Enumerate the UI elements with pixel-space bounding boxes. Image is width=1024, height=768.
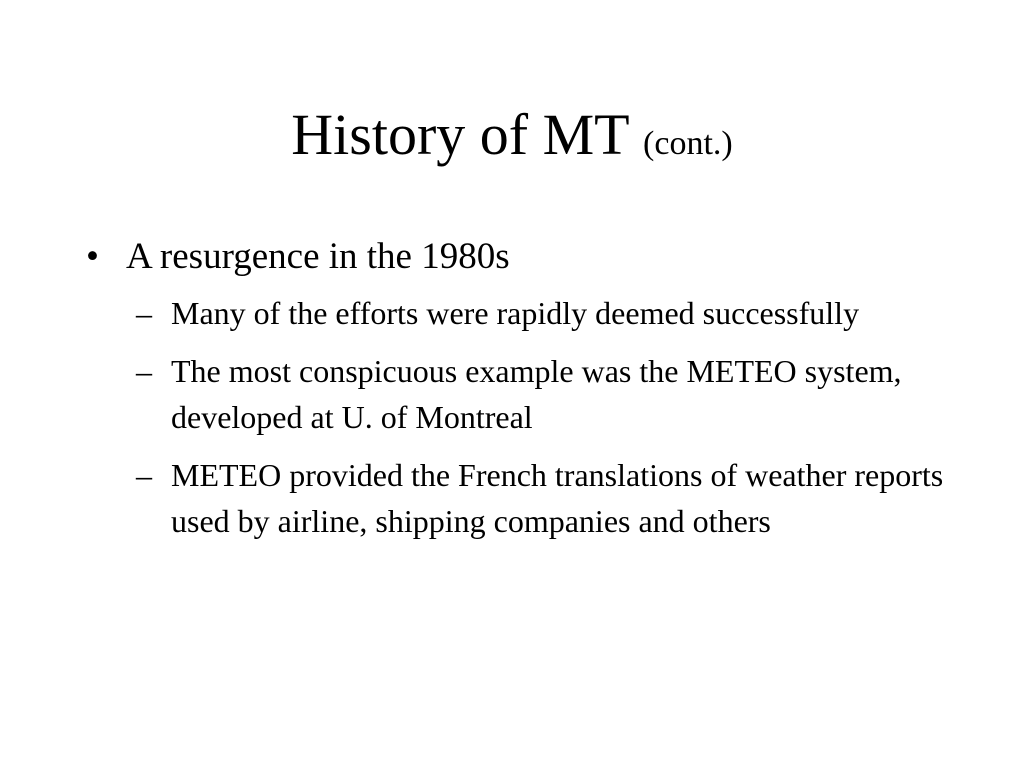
slide-title bbox=[0, 100, 1024, 179]
dash-marker: – bbox=[136, 295, 152, 331]
slide-content bbox=[86, 234, 946, 556]
title-suffix: (cont.) bbox=[643, 125, 733, 162]
sub-bullet-item bbox=[136, 290, 946, 336]
sub-bullet-item bbox=[136, 452, 946, 544]
dash-marker: – bbox=[136, 353, 152, 389]
title-main: History of MT bbox=[291, 102, 629, 167]
dash-marker: – bbox=[136, 457, 152, 493]
bullet-marker: • bbox=[86, 236, 99, 277]
bullet-text: A resurgence in the 1980s bbox=[126, 236, 510, 277]
bullet-item bbox=[86, 234, 946, 280]
sub-bullet-list bbox=[86, 290, 946, 544]
sub-bullet-text: METEO provided the French translations of weather reports used by airline, shipping companies and others bbox=[171, 457, 944, 539]
sub-bullet-text: The most conspicuous example was the METEO system, developed at U. of Montreal bbox=[171, 353, 902, 435]
sub-bullet-text: Many of the efforts were rapidly deemed successfully bbox=[171, 295, 860, 331]
sub-bullet-item bbox=[136, 348, 946, 440]
